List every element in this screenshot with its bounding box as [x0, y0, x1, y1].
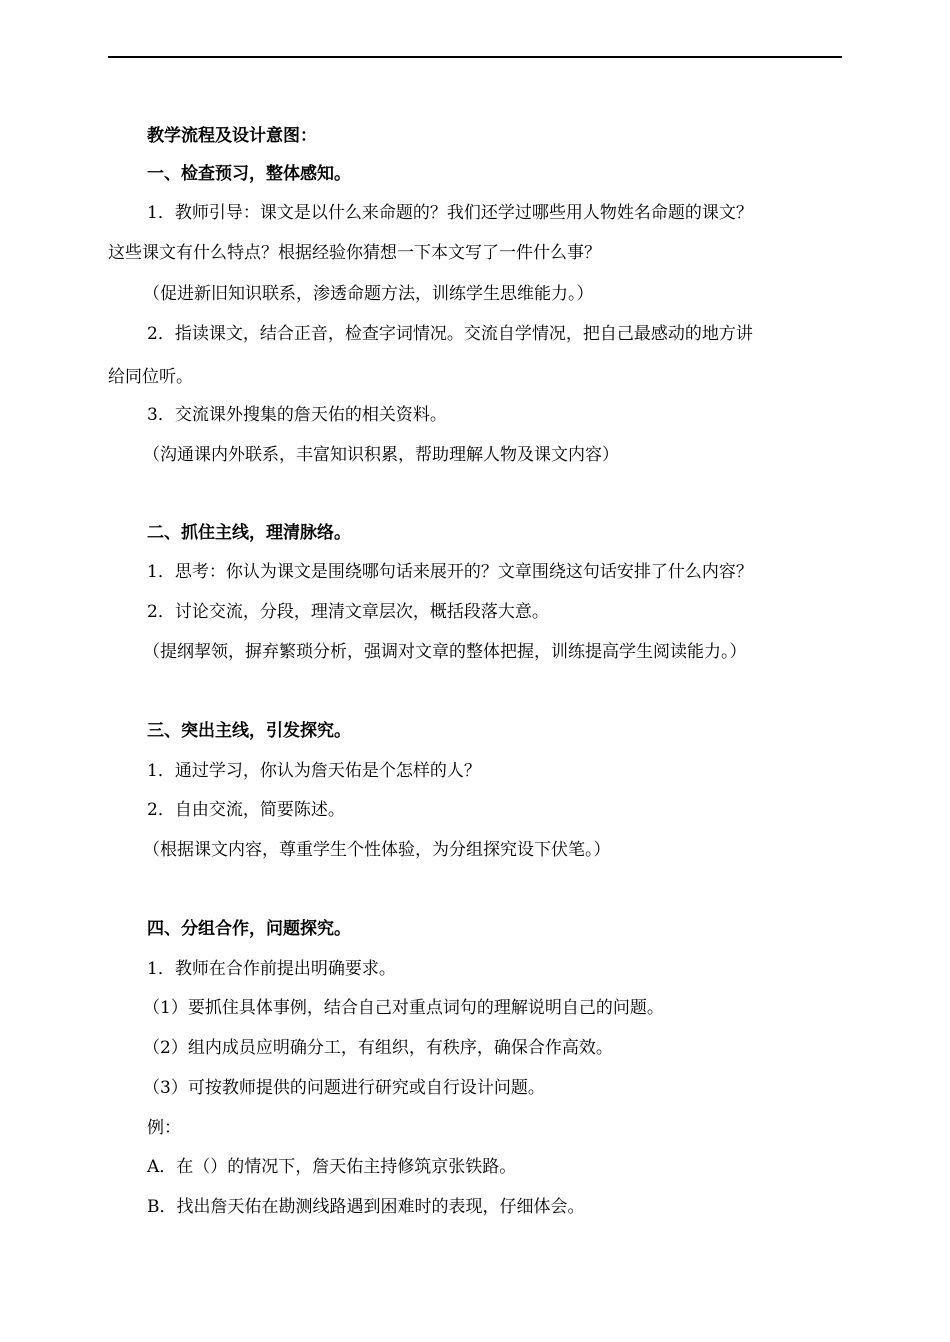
section-1-title: 一、检查预习，整体感知。 — [147, 164, 351, 184]
design-note: （促进新旧知识联系，渗透命题方法，训练学生思维能力。） — [143, 284, 594, 304]
design-note: （沟通课内外联系，丰富知识积累，帮助理解人物及课文内容） — [143, 445, 619, 465]
example-label: 例： — [147, 1118, 181, 1138]
paragraph: 这些课文有什么特点？根据经验你猜想一下本文写了一件什么事？ — [108, 243, 601, 263]
section-2-title: 二、抓住主线，理清脉络。 — [147, 523, 351, 543]
paragraph: 2．自由交流，简要陈述。 — [147, 800, 345, 820]
example-item: A．在（）的情况下，詹天佑主持修筑京张铁路。 — [147, 1157, 517, 1177]
paragraph: 1．思考：你认为课文是围绕哪句话来展开的？文章围绕这句话安排了什么内容？ — [147, 562, 753, 582]
requirement-item: （1）要抓住具体事例，结合自己对重点词句的理解说明自己的问题。 — [143, 998, 664, 1018]
design-note: （根据课文内容，尊重学生个性体验，为分组探究设下伏笔。） — [143, 840, 611, 860]
requirement-item: （2）组内成员应明确分工，有组织，有秩序，确保合作高效。 — [143, 1038, 613, 1058]
paragraph: 1．教师引导：课文是以什么来命题的？我们还学过哪些用人物姓名命题的课文？ — [147, 203, 753, 223]
paragraph: 3．交流课外搜集的詹天佑的相关资料。 — [147, 405, 447, 425]
section-4-title: 四、分组合作，问题探究。 — [147, 919, 351, 939]
paragraph: 1．教师在合作前提出明确要求。 — [147, 959, 396, 979]
header-rule — [108, 56, 842, 58]
page-heading: 教学流程及设计意图： — [147, 126, 317, 146]
design-note: （提纲挈领，摒弃繁琐分析，强调对文章的整体把握，训练提高学生阅读能力。） — [143, 642, 747, 662]
paragraph: 2．讨论交流，分段，理清文章层次，概括段落大意。 — [147, 602, 549, 622]
example-item: B．找出詹天佑在勘测线路遇到困难时的表现，仔细体会。 — [147, 1197, 585, 1217]
requirement-item: （3）可按教师提供的问题进行研究或自行设计问题。 — [143, 1078, 545, 1098]
paragraph: 2．指读课文，结合正音，检查字词情况。交流自学情况，把自己最感动的地方讲 — [147, 324, 753, 344]
paragraph: 1．通过学习，你认为詹天佑是个怎样的人？ — [147, 761, 481, 781]
paragraph: 给同位听。 — [108, 367, 193, 387]
section-3-title: 三、突出主线，引发探究。 — [147, 721, 351, 741]
